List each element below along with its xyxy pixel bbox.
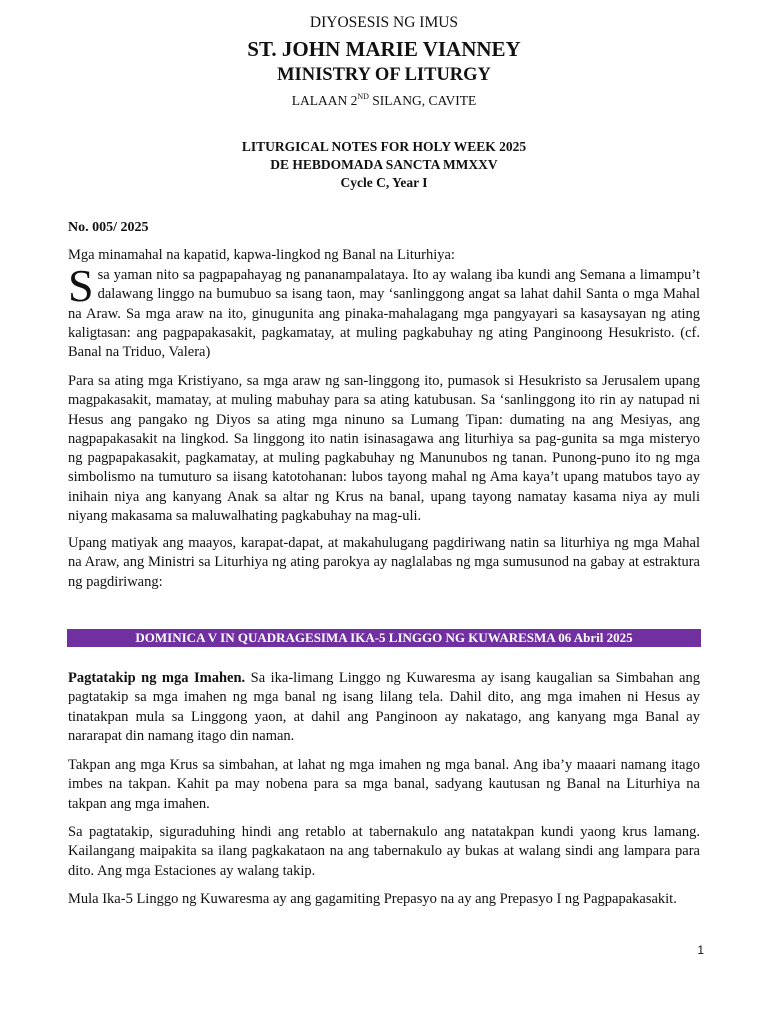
parish-name: ST. JOHN MARIE VIANNEY: [247, 37, 521, 61]
section-paragraph-1-text: Sa ika-limang Linggo ng Kuwaresma ay isang kaugalian sa Simbahan ang pagtatakip sa mga imahen ng mga banal ng isang lilang tela. Dahil dito, ang mga imahen ni Hesus ay tinatakpan mula sa Linggong yaon, at dahil ang Panginoon ay nakatago, ang kanyang mga Banal ay nararapat din namang itago din naman.: [68, 670, 700, 744]
title-line-1: LITURGICAL NOTES FOR HOLY WEEK 2025: [241, 139, 527, 154]
page-number: 1: [697, 943, 704, 957]
title-line-3: Cycle C, Year I: [340, 175, 428, 190]
title-line-2: DE HEBDOMADA SANCTA MMXXV: [270, 157, 498, 172]
greeting: Mga minamahal na kapatid, kapwa-lingkod ng Banal na Liturhiya:: [68, 247, 455, 263]
section-heading: Pagtatakip ng mga Imahen.: [68, 670, 246, 686]
parish-address: [0, 88, 768, 110]
section-paragraph-1: [68, 669, 700, 746]
section-banner: DOMINICA V IN QUADRAGESIMA IKA-5 LINGGO NG KUWARESMA 06 Abril 2025: [67, 629, 701, 647]
section-paragraph-4: Mula Ika-5 Linggo ng Kuwaresma ay ang gagamiting Prepasyo na ay ang Prepasyo I ng Pagpapakasakit.: [68, 891, 677, 907]
diocese-name: DIYOSESIS NG IMUS: [309, 14, 459, 31]
address-superscript: ND: [357, 92, 369, 101]
document-title: [0, 138, 768, 192]
document-number: No. 005/ 2025: [68, 220, 149, 235]
section-paragraph-2: Takpan ang mga Krus sa simbahan, at lahat ng mga imahen ng mga banal. Ang iba’y maaari namang itago imbes na takpan. Kahit pa may nobena para sa mga banal, sadyang kautusan ng Banal na Liturhiya na takpan ang mga imahen.: [68, 757, 700, 812]
drop-cap: S: [68, 260, 94, 311]
paragraph-3: Upang matiyak ang maayos, karapat-dapat, at makahulugang pagdiriwang natin sa liturhiya ng mga Mahal na Araw, ang Ministri sa Liturhiya ng ating parokya ay naglalabas ng mga sumusunod na gabay at estraktura ng pagdiriwang:: [68, 535, 700, 590]
address-line: LALAAN 2: [291, 93, 358, 108]
intro-text: sa yaman nito sa pagpapahayag ng pananampalataya. Ito ay walang iba kundi ang Semana a limampu’t dalawang linggo na bumubuo sa isang taon, may ‘sanlinggong angat sa lahat dahil Santa o mga Mahal na Araw. Sa mga araw na ito, ginugunita ang pinaka-mahalagang mga pangyayari sa kasaysayan ng ating kaligtasan: ang pagpapakasakit, pagkamatay, at muling pagkabuhay ng ating Panginoong Hesukristo. (cf. Banal na Triduo, Valera): [68, 267, 700, 361]
intro-paragraph: [68, 260, 700, 362]
address-town: SILANG, CAVITE: [368, 93, 477, 108]
ministry-name: MINISTRY OF LITURGY: [277, 65, 491, 85]
section-paragraph-3: Sa pagtatakip, siguraduhing hindi ang retablo at tabernakulo ang natatakpan kundi yaong krus lamang. Kailangang maipakita sa ilang pagkakataon na ang tabernakulo ay bukas at walang sindi ang lampara para dito. Ang mga Estaciones ay walang takip.: [68, 824, 700, 879]
paragraph-2: Para sa ating mga Kristiyano, sa mga araw ng san-linggong ito, pumasok si Hesukristo sa Jerusalem upang magpakasakit, mamatay, at muling mabuhay para sa ating katubusan. Sa ‘sanlinggong ito rin ay natupad ni Hesus ang pangako ng Diyos sa ating mga ninuno sa Lumang Tipan: dumating na ang Mesiyas, ang nagpapakasakit na lingkod. Sa linggong ito natin isinasagawa ang liturhiya sa pag-gunita sa mga misteryo ng pagpapakasakit, pagkamatay, at muling pagkabuhay ng Manunubos ng tanan. Punong-puno ito ng mga simbolismo na tumuturo sa iisang katotohanan: lubos tayong mahal ng Ama kaya’t upang matubos tayo ay inihain niya ang kanyang Anak sa altar ng Krus na banal, upang tayong namatay kasama niya ay muli niyang makasama sa maluwalhating pagkabuhay na mag-uli.: [68, 373, 700, 525]
